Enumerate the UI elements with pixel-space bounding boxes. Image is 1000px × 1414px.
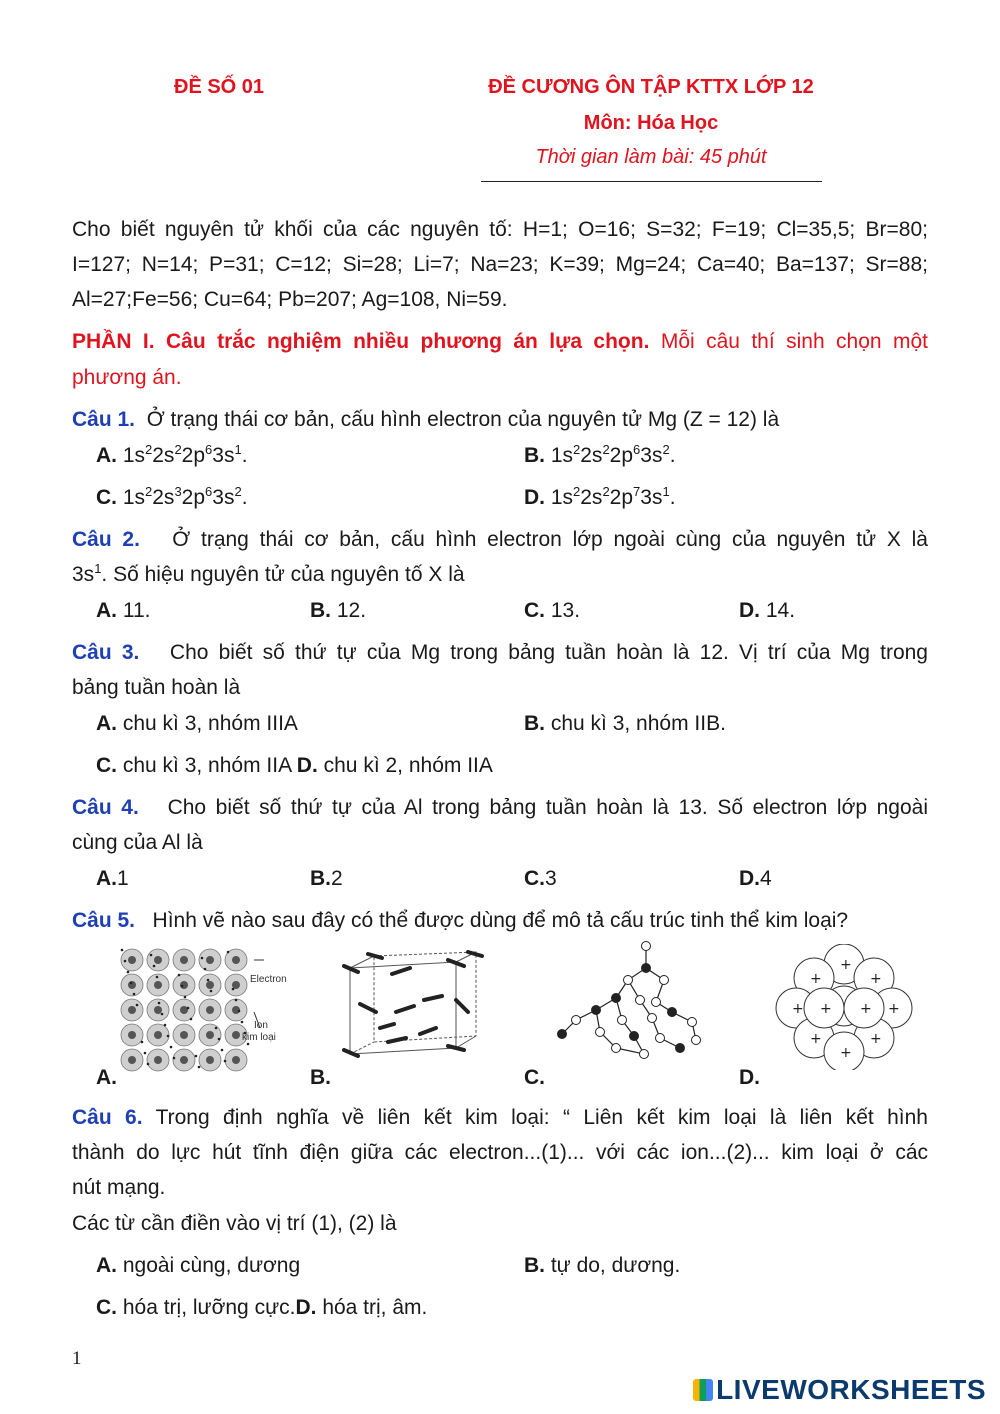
q5-text: Hình vẽ nào sau đây có thể được dùng để mô tả cấu trúc tinh thể kim loại? [152,909,849,932]
svg-text:+: + [820,1001,832,1017]
question-5 [72,903,928,938]
q6-label: Câu 6. [72,1106,143,1129]
intro-line-2: I=127; N=14; P=31; C=12; Si=28; Li=7; Na=23; K=39; Mg=24; Ca=40; Ba=137; Sr=88; [72,253,928,276]
exam-title: ĐỀ CƯƠNG ÔN TẬP KTTX LỚP 12 [488,76,814,98]
q6-option-c-d[interactable]: C. hóa trị, lưỡng cực.D. hóa trị, âm. [96,1296,428,1319]
svg-text:+: + [840,1045,852,1061]
q4-option-b[interactable]: B.2 [310,867,343,890]
q2-option-c[interactable]: C. 13. [524,599,581,622]
q3-option-a[interactable]: A. chu kì 3, nhóm IIIA [96,712,298,735]
q6-option-a[interactable]: A. ngoài cùng, dương [96,1254,301,1277]
q5-option-d[interactable]: D. [739,1066,760,1089]
q6-text-3: nút mạng. [72,1176,166,1199]
svg-text:+: + [840,957,852,973]
svg-text:+: + [792,1001,804,1017]
q4-label: Câu 4. [72,796,139,819]
q1-option-a[interactable]: A. $1s^22s^22p^63s^1$. [96,442,248,467]
part1-desc-2: phương án. [72,366,182,389]
figure-a-label-kimloai: kim loại [242,1032,276,1043]
q2-text-2: $3s^1$. Số hiệu nguyên tử của nguyên tố X là [72,561,465,586]
q6-text-4: Các từ cần điền vào vị trí (1), (2) là [72,1212,397,1235]
figure-a-metal-lattice [118,946,290,1074]
header-divider [481,181,822,182]
figure-c-covalent-network [556,940,706,1070]
time-limit: Thời gian làm bài: 45 phút [535,146,767,168]
q2-label: Câu 2. [72,528,140,551]
figure-a-label-ion: Ion [254,1020,268,1031]
figure-d-metallic-spheres [774,944,914,1070]
q1-label: Câu 1. [72,408,136,431]
q1-option-b[interactable]: B. $1s^22s^22p^63s^2$. [524,442,676,467]
q1-option-c[interactable]: C. $1s^22s^32p^63s^2$. [96,484,248,509]
part1-title: PHẦN I. Câu trắc nghiệm nhiều phương án lựa chọn. [72,330,650,353]
q6-text: Trong định nghĩa về liên kết kim loại: “ Liên kết kim loại là liên kết hình [155,1106,928,1129]
liveworksheets-logo[interactable]: LIVEWORKSHEETS [693,1374,986,1406]
q1-text: Ở trạng thái cơ bản, cấu hình electron của nguyên tử Mg (Z = 12) là [146,408,780,431]
q2-option-a[interactable]: A. 11. [96,599,151,622]
page-number: 1 [72,1348,82,1369]
part1-desc: Mỗi câu thí sinh chọn một [660,330,928,353]
subject: Môn: Hóa Học [583,112,719,134]
q1-option-d[interactable]: D. $1s^22s^22p^73s^1$. [524,484,676,509]
svg-text:+: + [860,1001,872,1017]
question-2 [72,522,928,557]
q6-text-2: thành do lực hút tĩnh điện giữa các electron...(1)... với các ion...(2)... kim loại ở các [72,1141,928,1164]
exam-number: ĐỀ SỐ 01 [174,76,265,98]
q4-option-c[interactable]: C.3 [524,867,557,890]
q3-option-c-d[interactable]: C. chu kì 3, nhóm IIA D. chu kì 2, nhóm IIA [96,754,493,777]
q5-option-a[interactable]: A. [96,1066,117,1089]
q4-text: Cho biết số thứ tự của Al trong bảng tuần hoàn là 13. Số electron lớp ngoài [167,796,928,819]
q2-option-d[interactable]: D. 14. [739,599,796,622]
svg-text:+: + [870,1031,882,1047]
svg-text:+: + [810,971,822,987]
q4-text-2: cùng của Al là [72,831,203,854]
liveworksheets-icon [693,1379,713,1401]
intro-line-1: Cho biết nguyên tử khối của các nguyên tố: H=1; O=16; S=32; F=19; Cl=35,5; Br=80; [72,218,928,241]
question-1 [72,402,928,437]
q2-text: Ở trạng thái cơ bản, cấu hình electron lớp ngoài cùng của nguyên tử X là [172,528,928,551]
q4-option-a[interactable]: A.1 [96,867,129,890]
q6-option-b[interactable]: B. tự do, dương. [524,1254,681,1277]
svg-text:+: + [810,1031,822,1047]
q3-option-b[interactable]: B. chu kì 3, nhóm IIB. [524,712,726,735]
q5-label: Câu 5. [72,909,136,932]
question-3 [72,635,928,670]
q3-label: Câu 3. [72,641,140,664]
figure-a-label-electron: Electron [250,974,287,985]
question-4 [72,790,928,825]
question-6 [72,1100,928,1135]
svg-text:+: + [888,1001,900,1017]
part1-heading [72,324,928,359]
q3-text-2: bảng tuần hoàn là [72,676,241,699]
q5-option-c[interactable]: C. [524,1066,545,1089]
figure-b-molecular-lattice [336,950,496,1068]
svg-text:+: + [870,971,882,987]
q2-option-b[interactable]: B. 12. [310,599,367,622]
q4-option-d[interactable]: D.4 [739,867,772,890]
q3-text: Cho biết số thứ tự của Mg trong bảng tuần hoàn là 12. Vị trí của Mg trong [169,641,928,664]
intro-line-3: Al=27;Fe=56; Cu=64; Pb=207; Ag=108, Ni=59. [72,288,508,311]
q5-option-b[interactable]: B. [310,1066,331,1089]
